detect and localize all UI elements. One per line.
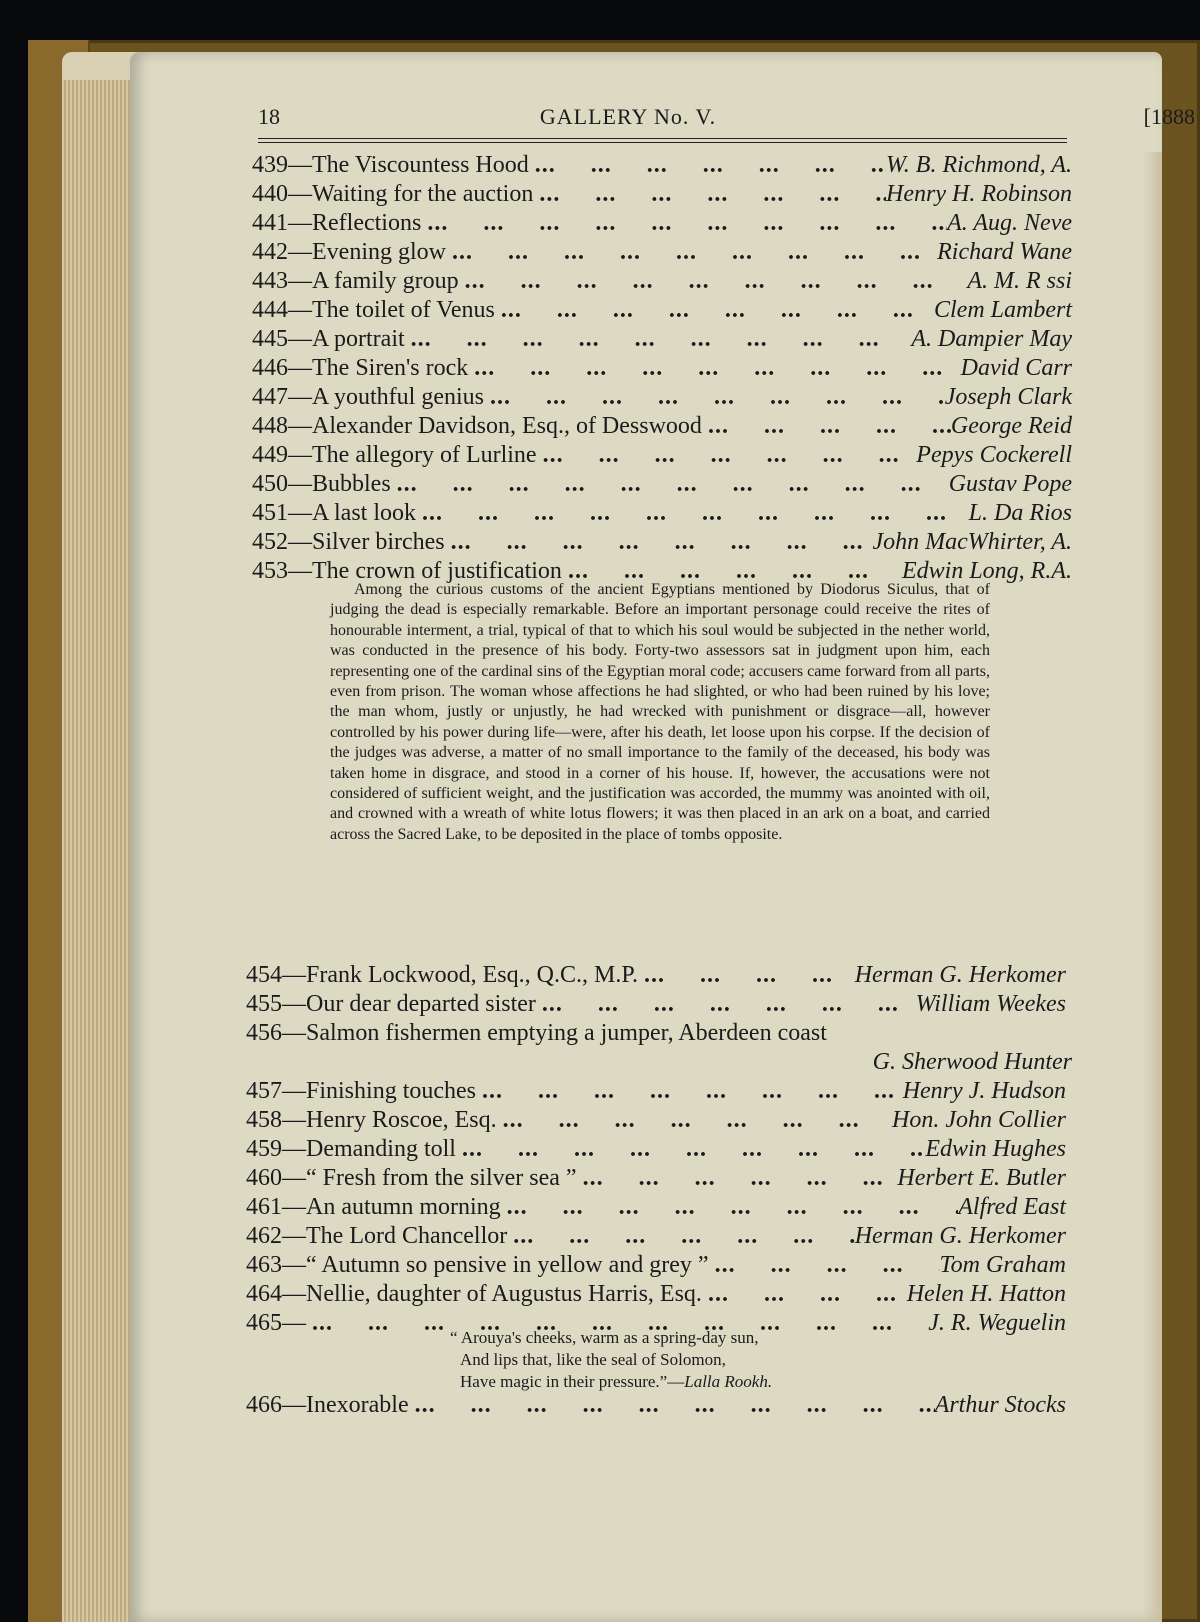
- catalogue-entry: [246, 960, 1066, 990]
- page-header: [258, 104, 1200, 140]
- catalogue-entry: [246, 1221, 1066, 1251]
- entry-title: 452—Silver birches: [252, 529, 445, 555]
- entry-artist: Herman G. Herkomer: [854, 962, 1066, 988]
- entry-artist: Henry J. Hudson: [902, 1078, 1066, 1104]
- verse-line: “ Arouya's cheeks, warm as a spring-day sun,: [450, 1328, 759, 1347]
- entry-title: 465—: [246, 1310, 306, 1336]
- dot-leader: [446, 237, 937, 267]
- entry-artist: G. Sherwood Hunter: [872, 1049, 1072, 1075]
- catalogue-entry: [252, 179, 1072, 209]
- entry-artist: Hon. John Collier: [892, 1107, 1066, 1133]
- dot-leader: [409, 1390, 935, 1420]
- entry-title: 451—A last look: [252, 500, 417, 526]
- entry-artist: L. Da Rios: [968, 500, 1072, 526]
- entry-artist: David Carr: [960, 355, 1072, 381]
- catalogue-entry: [246, 1390, 1066, 1420]
- dot-leader: [638, 960, 855, 990]
- entry-artist: Edwin Long, R.A.: [901, 558, 1072, 584]
- entry-title: 450—Bubbles: [252, 471, 391, 497]
- entry-title: 440—Waiting for the auction: [252, 181, 534, 207]
- dot-leader: [416, 498, 969, 528]
- entry-title: 466—Inexorable: [246, 1392, 409, 1418]
- dot-leader: [577, 1163, 898, 1193]
- catalogue-page: [130, 52, 1195, 1622]
- catalogue-entry: [252, 469, 1072, 499]
- entry-453-description: Among the curious customs of the ancient Egyptians mentioned by Diodorus Siculus, that of judging the dead is especially remarkable. Before an important personage could receive the rites of honourable interment, a trial, typical of that to which his soul would be subjected in the nether world, was conducted in the presence of his body. Forty-two assessors sat in judgment upon him, each representing one of the cardinal sins of the Egyptian moral code; accusers came forward from all parts, even from prison. The woman whose affections he had slighted, or who had been ruined by his love; the man whom, justly or unjustly, he had wrecked with punishment or disgrace—all, however controlled by his power during life—were, after his death, let loose upon his corpse. If the decision of the judges was adverse, a matter of no small importance to the family of the deceased, his body was taken home in disgrace, and stood in a corner of his house. If, however, the accusations were not considered of sufficient weight, and the justification was accorded, the mummy was anointed with oil, and crowned with a wreath of white lotus flowers; it was then placed in an ark on a boat, and carried across the Sacred Lake, to be deposited in the place of tombs opposite.: [330, 581, 990, 843]
- dot-leader: [391, 469, 949, 499]
- dot-leader: [501, 1192, 959, 1222]
- catalogue-entry: [246, 1250, 1066, 1280]
- entry-title: 458—Henry Roscoe, Esq.: [246, 1107, 497, 1133]
- catalogue-entry: [252, 150, 1072, 180]
- catalogue-entry: [246, 1105, 1066, 1135]
- entry-artist: Gustav Pope: [948, 471, 1072, 497]
- entry-artist: Arthur Stocks: [934, 1392, 1066, 1418]
- entry-title: 457—Finishing touches: [246, 1078, 477, 1104]
- catalogue-entry: [252, 266, 1072, 296]
- entry-artist: Tom Graham: [939, 1252, 1066, 1278]
- entry-artist: Herman G. Herkomer: [854, 1223, 1066, 1249]
- entry-title: 455—Our dear departed sister: [246, 991, 536, 1017]
- page-edges: [62, 80, 132, 1622]
- catalogue-entry: [252, 237, 1072, 267]
- entry-title: 462—The Lord Chancellor: [246, 1223, 508, 1249]
- dot-leader: [537, 440, 917, 470]
- entry-artist: Alfred East: [958, 1194, 1066, 1220]
- entry-title: 461—An autumn morning: [246, 1194, 501, 1220]
- dot-leader: [709, 1250, 940, 1280]
- entry-artist: A. Dampier May: [911, 326, 1072, 352]
- entry-artist: Helen H. Hatton: [906, 1281, 1066, 1307]
- entry-artist: Henry H. Robinson: [886, 181, 1072, 207]
- entry-title: 459—Demanding toll: [246, 1136, 456, 1162]
- dot-leader: [468, 353, 960, 383]
- page-curl-shadow: [1142, 152, 1162, 1622]
- catalogue-entry: [252, 498, 1072, 528]
- catalogue-entry: [246, 1134, 1066, 1164]
- entry-artist: A. Aug. Neve: [947, 210, 1072, 236]
- entry-title: 439—The Viscountess Hood: [252, 152, 529, 178]
- entry-artist: Richard Wane: [937, 239, 1072, 265]
- catalogue-entry: [252, 324, 1072, 354]
- entry-artist: George Reid: [950, 413, 1072, 439]
- dot-leader: [702, 1279, 907, 1309]
- dot-leader: [497, 1105, 892, 1135]
- entry-title: 456—Salmon fishermen emptying a jumper, Aberdeen coast: [246, 1020, 827, 1046]
- entry-title: 446—The Siren's rock: [252, 355, 469, 381]
- dot-leader: [529, 150, 886, 180]
- page-year: [1888: [1143, 104, 1195, 129]
- header-rule-top: [258, 138, 1067, 139]
- entry-title: 449—The allegory of Lurline: [252, 442, 537, 468]
- catalogue-entry: [252, 411, 1072, 441]
- dot-leader: [405, 324, 912, 354]
- entry-title: 447—A youthful genius: [252, 384, 484, 410]
- verse-line: Have magic in their pressure.”—: [460, 1372, 685, 1391]
- catalogue-entry: [246, 1018, 1066, 1048]
- entry-title: 445—A portrait: [252, 326, 405, 352]
- entry-artist: William Weekes: [915, 991, 1066, 1017]
- page-title: GALLERY No. V.: [539, 104, 717, 129]
- entry-title: 448—Alexander Davidson, Esq., of Desswood: [252, 413, 702, 439]
- catalogue-entry: [246, 1076, 1066, 1106]
- entry-title: 454—Frank Lockwood, Esq., Q.C., M.P.: [246, 962, 639, 988]
- entry-title: 442—Evening glow: [252, 239, 446, 265]
- entry-title: 460—“ Fresh from the silver sea ”: [246, 1165, 577, 1191]
- entry-artist: John MacWhirter, A.: [872, 529, 1072, 555]
- entry-artist: J. R. Weguelin: [928, 1310, 1066, 1336]
- verse-source: Lalla Rookh.: [684, 1372, 773, 1391]
- catalogue-entry: [246, 989, 1066, 1019]
- entry-artist: Joseph Clark: [944, 384, 1072, 410]
- dot-leader: [476, 1076, 903, 1106]
- catalogue-entry: [252, 527, 1072, 557]
- dot-leader: [702, 411, 951, 441]
- entry-title: 441—Reflections: [252, 210, 422, 236]
- dot-leader: [456, 1134, 925, 1164]
- catalogue-entry: [246, 1192, 1066, 1222]
- entry-artist: A. M. R ssi: [967, 268, 1072, 294]
- dot-leader: [421, 208, 947, 238]
- entry-artist: Edwin Hughes: [925, 1136, 1066, 1162]
- entry-title: 453—The crown of justification: [252, 558, 562, 584]
- entry-title: 463—“ Autumn so pensive in yellow and grey ”: [246, 1252, 709, 1278]
- catalogue-entry: [252, 440, 1072, 470]
- dot-leader: [484, 382, 945, 412]
- dot-leader: [536, 989, 916, 1019]
- entry-artist: Herbert E. Butler: [897, 1165, 1066, 1191]
- catalogue-entry: [246, 1279, 1066, 1309]
- catalogue-entry: [252, 295, 1072, 325]
- header-rule-bottom: [258, 142, 1067, 143]
- dot-leader: [533, 179, 886, 209]
- catalogue-entry: [252, 353, 1072, 383]
- catalogue-entry: [246, 1163, 1066, 1193]
- entry-artist: Clem Lambert: [934, 297, 1072, 323]
- entry-artist: Pepys Cockerell: [916, 442, 1072, 468]
- dot-leader: [445, 527, 873, 557]
- page-number: 18: [258, 104, 280, 129]
- entry-title: 444—The toilet of Venus: [252, 297, 495, 323]
- catalogue-entry: [252, 382, 1072, 412]
- dot-leader: [495, 295, 934, 325]
- dot-leader: [459, 266, 968, 296]
- dot-leader: [507, 1221, 854, 1251]
- entry-artist: W. B. Richmond, A.: [886, 152, 1072, 178]
- entry-title: 443—A family group: [252, 268, 459, 294]
- catalogue-entry: [252, 208, 1072, 238]
- entry-465-quotation: [450, 1327, 950, 1393]
- entry-title: 464—Nellie, daughter of Augustus Harris, Esq.: [246, 1281, 702, 1307]
- verse-line: And lips that, like the seal of Solomon,: [460, 1350, 726, 1369]
